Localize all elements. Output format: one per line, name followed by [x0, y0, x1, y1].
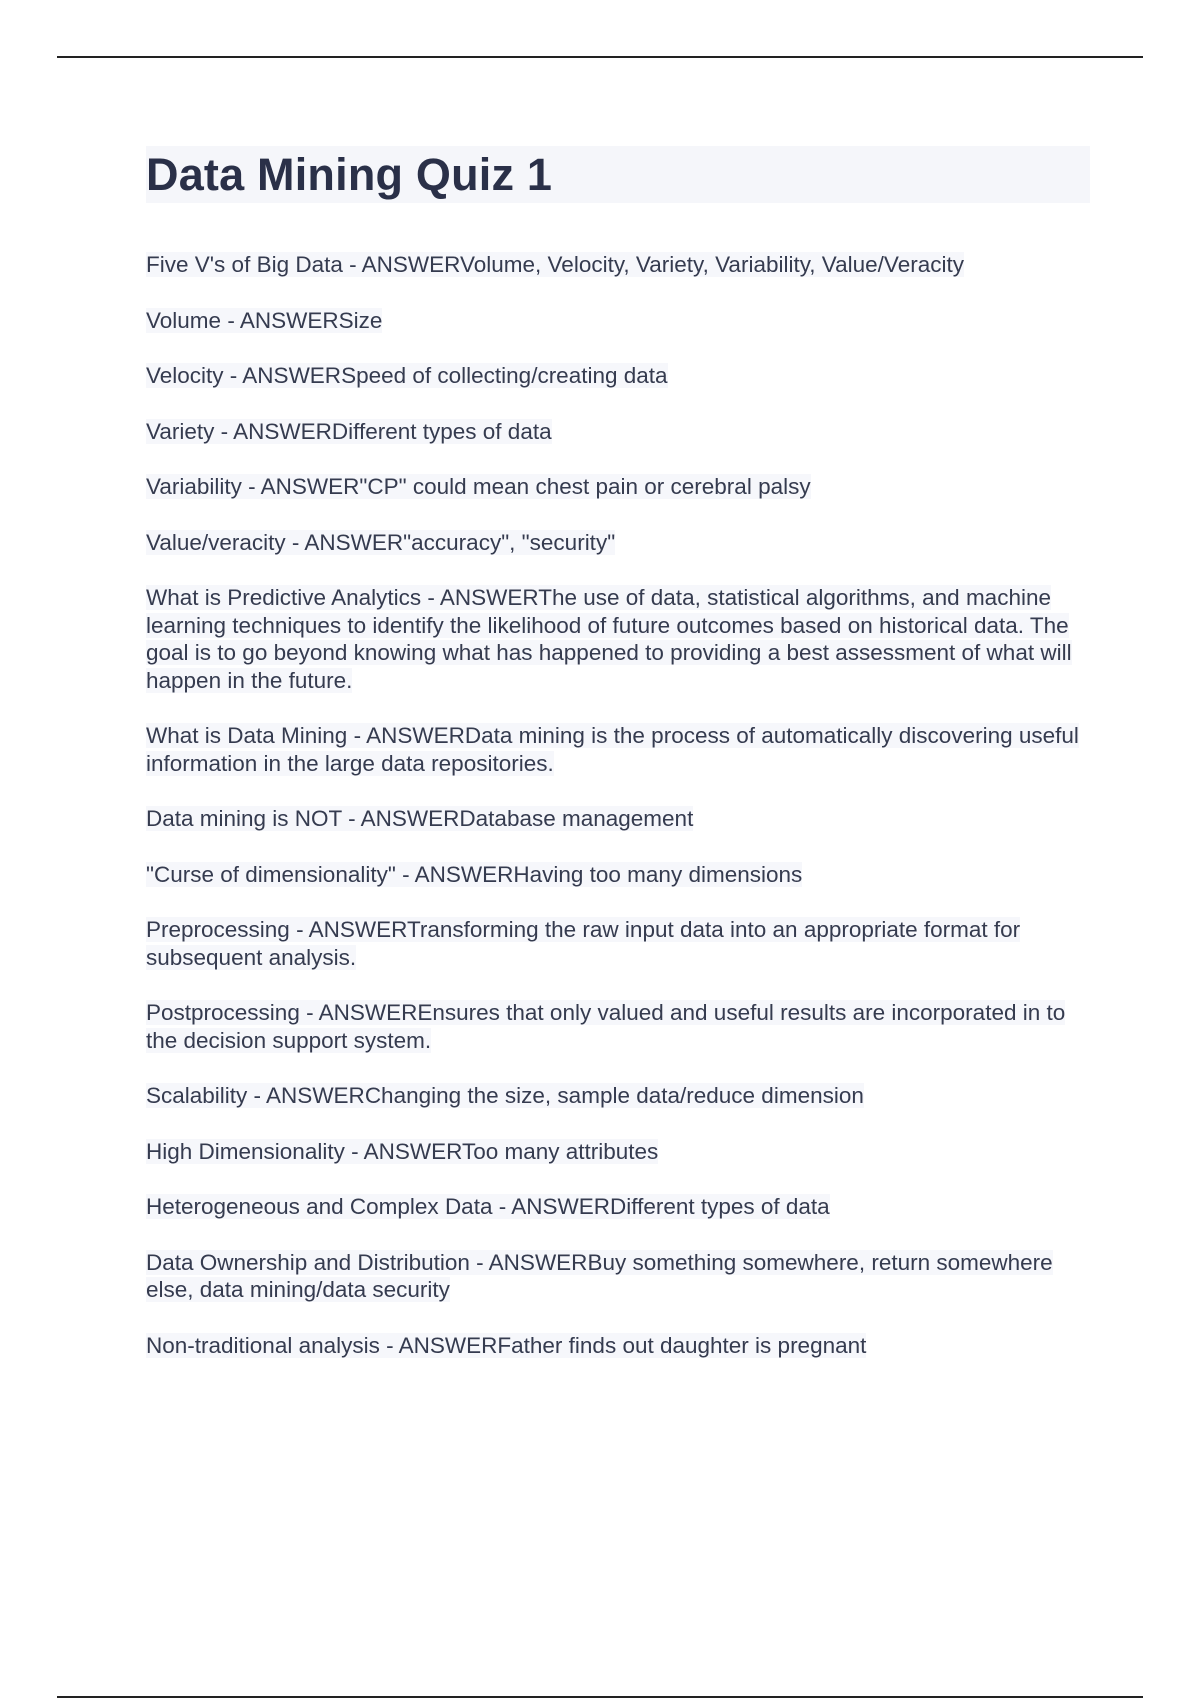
- qa-separator: - ANSWER: [341, 806, 460, 831]
- qa-separator: - ANSWER: [223, 363, 342, 388]
- qa-term: Heterogeneous and Complex Data: [146, 1194, 493, 1219]
- qa-term: Velocity: [146, 363, 224, 388]
- qa-text: [146, 1194, 830, 1219]
- qa-item: [146, 999, 1090, 1054]
- qa-text: [146, 917, 1020, 970]
- qa-text: [146, 252, 964, 277]
- qa-answer: Buy something somewhere, return somewhere else, data mining/data security: [146, 1249, 1053, 1302]
- qa-term: What is Data Mining: [146, 723, 348, 748]
- qa-text: [146, 723, 1079, 776]
- qa-text: [146, 1250, 1053, 1303]
- qa-separator: - ANSWER: [492, 1194, 610, 1219]
- qa-term: Variability: [146, 474, 242, 499]
- qa-separator: - ANSWER: [344, 1138, 462, 1164]
- qa-separator: - ANSWER: [247, 1083, 365, 1108]
- qa-item: [146, 529, 1090, 557]
- qa-term: Data mining is NOT: [146, 806, 342, 831]
- qa-term: Postprocessing: [146, 1000, 300, 1025]
- qa-separator: - ANSWER: [299, 1000, 418, 1025]
- qa-answer: Database management: [459, 806, 694, 831]
- qa-separator: - ANSWER: [421, 585, 539, 610]
- qa-term: "Curse of dimensionality": [146, 861, 396, 887]
- qa-answer: "accuracy", "security": [403, 529, 616, 555]
- qa-item: [146, 251, 1090, 279]
- top-rule: [57, 56, 1143, 58]
- qa-item: [146, 916, 1090, 971]
- qa-answer: Father finds out daughter is pregnant: [497, 1332, 867, 1358]
- qa-term: Five V's of Big Data: [146, 252, 343, 277]
- qa-item: [146, 418, 1090, 446]
- qa-answer: Data mining is the process of automatically discovering useful information in the large data repositories.: [146, 723, 1079, 776]
- qa-term: High Dimensionality: [146, 1138, 345, 1164]
- qa-separator: - ANSWER: [289, 917, 407, 942]
- qa-term: What is Predictive Analytics: [146, 585, 422, 610]
- qa-text: [146, 585, 1072, 693]
- qa-item: [146, 1082, 1090, 1110]
- qa-answer: Volume, Velocity, Variety, Variability, Value/Veracity: [459, 252, 964, 277]
- qa-answer: Speed of collecting/creating data: [341, 363, 668, 388]
- qa-term: Preprocessing: [146, 917, 290, 942]
- qa-text: [146, 308, 382, 333]
- qa-text: [146, 474, 811, 499]
- document-title: Data Mining Quiz 1: [146, 149, 553, 200]
- qa-text: [146, 806, 693, 831]
- qa-item: [146, 1332, 1090, 1360]
- qa-separator: - ANSWER: [469, 1249, 588, 1275]
- qa-item: [146, 473, 1090, 501]
- qa-answer: Different types of data: [609, 1194, 830, 1219]
- qa-answer: The use of data, statistical algorithms, and machine learning techniques to identify the likelihood of future outcomes based on historical data. The goal is to go beyond knowing what has happened to providing a best assessment of what will happen in the future.: [146, 585, 1072, 693]
- qa-text: [146, 530, 615, 555]
- qa-answer: Having too many dimensions: [513, 861, 803, 887]
- qa-term: Non-traditional analysis: [146, 1332, 380, 1358]
- qa-item: [146, 307, 1090, 335]
- qa-term: Value/veracity: [146, 529, 286, 555]
- qa-separator: - ANSWER: [347, 723, 465, 748]
- qa-item: [146, 362, 1090, 390]
- qa-answer: Changing the size, sample data/reduce dimension: [364, 1083, 864, 1108]
- qa-term: Volume: [146, 307, 222, 333]
- qa-text: [146, 1000, 1065, 1053]
- qa-answer: Too many attributes: [461, 1138, 659, 1164]
- qa-answer: Ensures that only valued and useful results are incorporated in to the decision support system.: [146, 1000, 1066, 1053]
- qa-item: [146, 861, 1090, 889]
- qa-text: [146, 363, 668, 388]
- qa-item: [146, 1193, 1090, 1221]
- title-band: [146, 146, 1090, 203]
- qa-text: [146, 1333, 866, 1358]
- qa-answer: "CP" could mean chest pain or cerebral palsy: [359, 474, 811, 499]
- qa-separator: - ANSWER: [241, 474, 360, 499]
- qa-separator: - ANSWER: [285, 529, 404, 555]
- page-content: [146, 146, 1090, 1387]
- qa-separator: - ANSWER: [342, 252, 460, 277]
- qa-separator: - ANSWER: [221, 307, 339, 333]
- qa-answer: Size: [338, 307, 383, 333]
- qa-separator: - ANSWER: [379, 1332, 498, 1358]
- qa-term: Scalability: [146, 1083, 248, 1108]
- qa-item: [146, 584, 1090, 694]
- qa-answer: Different types of data: [331, 418, 552, 444]
- qa-term: Variety: [146, 418, 215, 444]
- qa-text: [146, 1139, 658, 1164]
- bottom-rule: [57, 1696, 1143, 1698]
- qa-text: [146, 862, 802, 887]
- qa-separator: - ANSWER: [395, 861, 514, 887]
- qa-text: [146, 419, 552, 444]
- qa-item: [146, 722, 1090, 777]
- qa-answer: Transforming the raw input data into an appropriate format for subsequent analysis.: [146, 917, 1021, 970]
- qa-text: [146, 1083, 864, 1108]
- qa-separator: - ANSWER: [214, 418, 332, 444]
- qa-term: Data Ownership and Distribution: [146, 1249, 470, 1275]
- qa-item: [146, 1138, 1090, 1166]
- qa-list: [146, 251, 1090, 1359]
- qa-item: [146, 1249, 1090, 1304]
- qa-item: [146, 805, 1090, 833]
